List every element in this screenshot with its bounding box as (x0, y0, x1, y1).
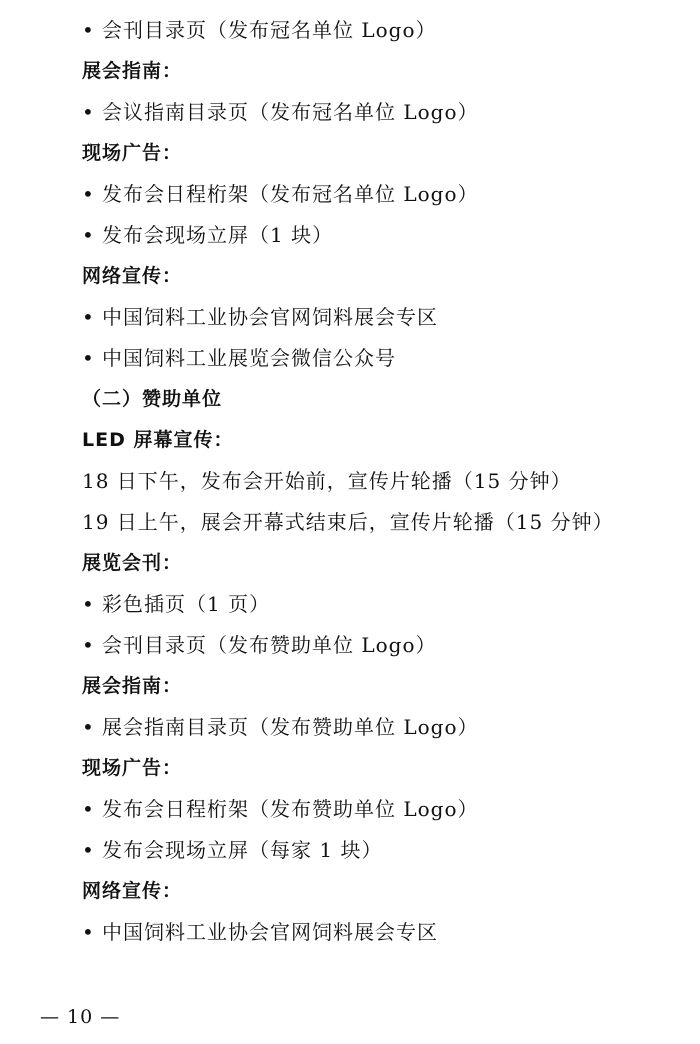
bullet-icon: • (82, 838, 95, 862)
bullet-item (82, 215, 672, 256)
bullet-item (82, 10, 672, 51)
bullet-icon: • (82, 223, 95, 247)
bullet-item (82, 174, 672, 215)
section-heading: 现场广告： (82, 142, 183, 164)
bullet-icon: • (82, 592, 95, 616)
bullet-icon: • (82, 715, 95, 739)
bullet-text: 展会指南目录页（发布赞助单位 Logo） (102, 715, 479, 739)
bullet-text: 会刊目录页（发布冠名单位 Logo） (102, 18, 437, 42)
bullet-item (82, 338, 672, 379)
bullet-icon: • (82, 633, 95, 657)
bullet-text: 发布会现场立屏（每家 1 块） (102, 838, 383, 862)
bullet-icon: • (82, 346, 95, 370)
bullet-item (82, 297, 672, 338)
bullet-icon: • (82, 305, 95, 329)
bullet-item (82, 912, 672, 953)
body-text: 19 日上午，展会开幕式结束后，宣传片轮播（15 分钟） (82, 510, 614, 534)
bullet-text: 发布会日程桁架（发布赞助单位 Logo） (102, 797, 479, 821)
bullet-icon: • (82, 18, 95, 42)
document-body (82, 10, 672, 953)
bullet-item (82, 92, 672, 133)
section-heading: 展会指南： (82, 60, 183, 82)
bullet-icon: • (82, 920, 95, 944)
body-text: 18 日下午，发布会开始前，宣传片轮播（15 分钟） (82, 469, 572, 493)
section-heading: 展览会刊： (82, 552, 183, 574)
page-number: — 10 — (40, 1006, 121, 1028)
bullet-text: 发布会现场立屏（1 块） (102, 223, 334, 247)
bullet-icon: • (82, 797, 95, 821)
bullet-text: 会刊目录页（发布赞助单位 Logo） (102, 633, 437, 657)
bullet-icon: • (82, 100, 95, 124)
bullet-text: 会议指南目录页（发布冠名单位 Logo） (102, 100, 479, 124)
bullet-item (82, 830, 672, 871)
section-heading: （二）赞助单位 (82, 388, 223, 410)
section-heading: 现场广告： (82, 757, 183, 779)
bullet-item (82, 625, 672, 666)
section-heading: LED 屏幕宣传： (82, 429, 234, 451)
section-heading: 网络宣传： (82, 880, 183, 902)
bullet-text: 中国饲料工业协会官网饲料展会专区 (102, 305, 438, 329)
bullet-item (82, 707, 672, 748)
bullet-text: 中国饲料工业协会官网饲料展会专区 (102, 920, 438, 944)
bullet-item (82, 584, 672, 625)
bullet-icon: • (82, 182, 95, 206)
section-heading: 展会指南： (82, 675, 183, 697)
bullet-text: 中国饲料工业展览会微信公众号 (102, 346, 396, 370)
section-heading: 网络宣传： (82, 265, 183, 287)
bullet-item (82, 789, 672, 830)
bullet-text: 发布会日程桁架（发布冠名单位 Logo） (102, 182, 479, 206)
bullet-text: 彩色插页（1 页） (102, 592, 271, 616)
